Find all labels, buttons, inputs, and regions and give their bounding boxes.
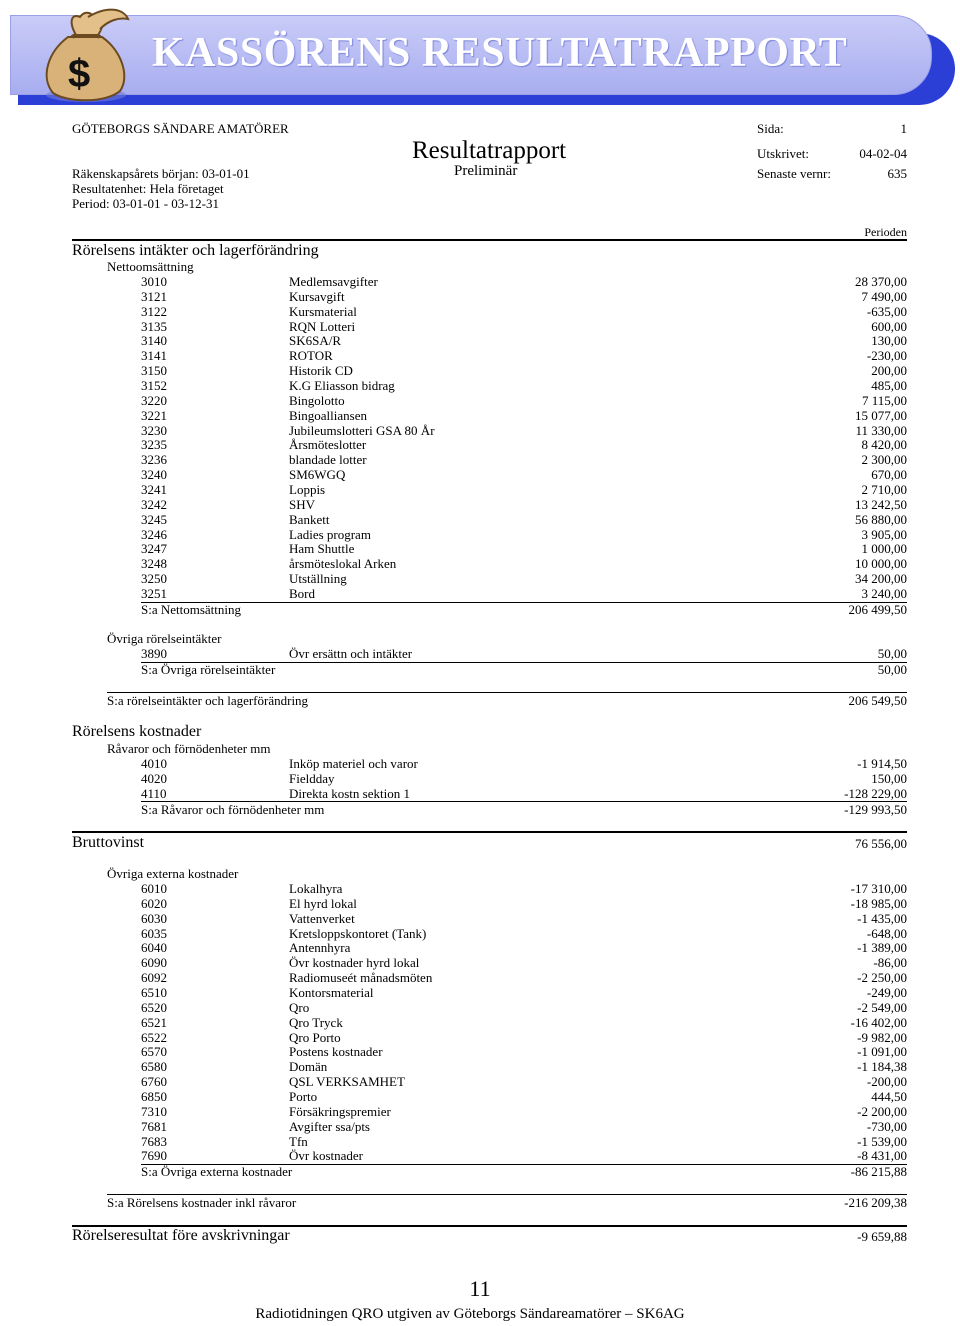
table-row [0,348,960,363]
account-number: 3240 [141,467,167,483]
account-amount: 3 905,00 [861,526,907,542]
account-number: 6760 [141,1074,167,1090]
account-number: 3152 [141,378,167,394]
group-raw-materials: Råvaror och förnödenheter mm [107,741,271,756]
table-row [0,393,960,408]
fiscal-year-start: Räkenskapsårets början: 03-01-01 [72,166,250,181]
table-row [0,319,960,334]
account-amount: -8 431,00 [857,1148,907,1164]
account-number: 6570 [141,1044,167,1060]
account-amount: 200,00 [871,363,907,379]
other-income-sum [0,662,960,677]
net-sales-sum-amount: 206 499,50 [848,602,907,617]
account-name: Loppis [289,482,326,498]
account-name: Antennhyra [289,940,351,956]
account-number: 4020 [141,770,167,786]
table-row [0,1089,960,1104]
account-number: 3245 [141,511,167,527]
external-costs-sum-label: S:a Övriga externa kostnader [141,1164,293,1179]
page-label: Sida: [757,121,784,136]
last-vernr-value: 635 [887,166,907,181]
account-name: Kursmaterial [289,303,357,319]
account-number: 3230 [141,422,167,438]
operating-costs-total [0,1195,960,1210]
account-number: 6522 [141,1029,167,1045]
table-row [0,437,960,452]
account-amount: 670,00 [871,467,907,483]
table-row [0,985,960,1000]
gross-profit-line [72,831,907,833]
account-name: SM6WGQ [289,467,346,483]
account-number: 3221 [141,407,167,423]
account-name: QSL VERKSAMHET [289,1074,405,1090]
account-amount: -16 402,00 [850,1014,907,1030]
account-name: Qro [289,999,310,1015]
account-amount: -1 389,00 [857,940,907,956]
group-net-sales: Nettoomsättning [107,259,194,274]
account-name: SHV [289,496,316,512]
page-number: 11 [469,1276,491,1301]
account-name: årsmöteslokal Arken [289,556,397,572]
bag-dollar-sign: $ [68,52,91,96]
money-bag-icon [28,7,138,107]
period-column-header: Perioden [864,225,907,239]
account-number: 3251 [141,586,167,602]
account-amount: 34 200,00 [855,571,907,587]
table-row [0,556,960,571]
group-other-income: Övriga rörelseintäkter [107,631,222,646]
account-number: 7681 [141,1118,167,1134]
account-name: Bankett [289,511,330,527]
banner-title: KASSÖRENS RESULTATRAPPORT [152,30,848,76]
table-row [0,970,960,985]
other-income-sum-label: S:a Övriga rörelseintäkter [141,662,276,677]
account-name: blandade lotter [289,452,367,468]
org-name: GÖTEBORGS SÄNDARE AMATÖRER [72,121,289,136]
account-amount: -249,00 [866,985,907,1001]
net-sales-sum-label: S:a Nettomsättning [141,602,242,617]
account-amount: 2 300,00 [861,452,907,468]
account-number: 3250 [141,571,167,587]
account-name: Jubileumslotteri GSA 80 År [289,422,435,438]
account-number: 3220 [141,392,167,408]
account-name: Årsmöteslotter [289,437,367,453]
table-row [0,786,960,801]
operating-income-total-label: S:a rörelseintäkter och lagerförändring [107,693,309,708]
printed-label: Utskrivet: [757,146,809,161]
section-operating-costs: Rörelsens kostnader [72,723,202,740]
account-amount: -2 200,00 [857,1103,907,1119]
account-name: Försäkringspremier [289,1103,391,1119]
account-name: Övr kostnader hyrd lokal [289,955,420,971]
gross-profit-label: Bruttovinst [72,834,145,851]
table-row [0,896,960,911]
account-amount: -648,00 [866,925,907,941]
table-row [0,911,960,926]
account-amount: -9 982,00 [857,1029,907,1045]
table-row [0,1119,960,1134]
account-name: Direkta kostn sektion 1 [289,785,410,801]
account-number: 6520 [141,999,167,1015]
operating-result-amount: -9 659,88 [857,1229,907,1244]
table-row [0,1134,960,1149]
account-number: 3241 [141,482,167,498]
table-row [0,541,960,556]
operating-costs-total-label: S:a Rörelsens kostnader inkl råvaror [107,1195,297,1210]
account-name: Övr kostnader [289,1148,364,1164]
account-number: 3248 [141,556,167,572]
table-row [0,408,960,423]
raw-materials-sum [0,802,960,817]
account-name: RQN Lotteri [289,318,356,334]
account-number: 6521 [141,1014,167,1030]
account-number: 6580 [141,1059,167,1075]
table-row [0,1074,960,1089]
table-row [0,527,960,542]
table-row [0,756,960,771]
account-name: Historik CD [289,363,353,379]
result-unit: Resultatenhet: Hela företaget [72,181,224,196]
account-number: 3141 [141,348,167,364]
table-row [0,571,960,586]
operating-income-total-amount: 206 549,50 [848,693,907,708]
account-name: Domän [289,1059,328,1075]
account-amount: -1 539,00 [857,1133,907,1149]
account-amount: 600,00 [871,318,907,334]
account-amount: -230,00 [866,348,907,364]
account-number: 3135 [141,318,167,334]
report-period: Period: 03-01-01 - 03-12-31 [72,196,219,211]
account-number: 6040 [141,940,167,956]
account-amount: 13 242,50 [855,496,907,512]
last-vernr-label: Senaste vernr: [757,166,832,181]
account-number: 6035 [141,925,167,941]
table-row [0,881,960,896]
table-row [0,1000,960,1015]
account-name: K.G Eliasson bidrag [289,378,395,394]
table-row [0,940,960,955]
account-name: Kontorsmaterial [289,985,374,1001]
account-number: 4110 [141,785,167,801]
table-row [0,333,960,348]
account-name: SK6SA/R [289,333,342,349]
table-row [0,926,960,941]
account-name: Postens kostnader [289,1044,383,1060]
table-row [0,378,960,393]
account-amount: -635,00 [866,303,907,319]
account-amount: 10 000,00 [855,556,907,572]
account-amount: 8 420,00 [861,437,907,453]
account-number: 3236 [141,452,167,468]
account-name: Qro Porto [289,1029,341,1045]
table-row [0,497,960,512]
account-amount: 7 115,00 [861,392,907,408]
account-name: Bingoalliansen [289,407,367,423]
table-row [0,1015,960,1030]
account-amount: 28 370,00 [855,274,907,289]
other-income-sum-amount: 50,00 [877,662,907,677]
printed-date: 04-02-04 [859,146,907,161]
account-number: 3122 [141,303,167,319]
account-number: 3890 [141,646,167,661]
table-row [0,304,960,319]
account-amount: 444,50 [871,1089,907,1105]
account-number: 6090 [141,955,167,971]
account-amount: -1 091,00 [857,1044,907,1060]
account-amount: 11 330,00 [855,422,907,438]
table-row [0,482,960,497]
account-name: El hyrd lokal [289,895,357,911]
account-number: 6030 [141,910,167,926]
account-name: Porto [289,1089,318,1105]
raw-materials-sum-label: S:a Råvaror och förnödenheter mm [141,802,325,817]
account-number: 6020 [141,895,167,911]
account-amount: -86,00 [873,955,907,971]
table-row [0,289,960,304]
account-name: Inköp materiel och varor [289,756,418,771]
account-amount: -200,00 [866,1074,907,1090]
report-banner [10,15,955,107]
operating-result-label: Rörelseresultat före avskrivningar [72,1227,290,1244]
account-amount: -1 184,38 [857,1059,907,1075]
account-name: Bord [289,586,315,602]
account-name: ROTOR [289,348,333,364]
account-name: Medlemsavgifter [289,274,378,289]
table-row [0,363,960,378]
account-name: Kretsloppskontoret (Tank) [289,925,427,941]
account-number: 3010 [141,274,167,289]
account-number: 3150 [141,363,167,379]
net-sales-sum [0,602,960,617]
external-costs-sum-amount: -86 215,88 [850,1164,907,1179]
table-row [0,274,960,289]
account-number: 3121 [141,288,167,304]
account-amount: 150,00 [871,770,907,786]
footer-text: Radiotidningen QRO utgiven av Göteborgs Sändareamatörer – SK6AG [255,1306,685,1322]
account-name: Qro Tryck [289,1014,343,1030]
account-name: Bingolotto [289,392,345,408]
account-number: 7683 [141,1133,167,1149]
account-number: 7310 [141,1103,167,1119]
account-name: Lokalhyra [289,881,343,896]
account-amount: 7 490,00 [861,288,907,304]
account-amount: -2 549,00 [857,999,907,1015]
table-row [0,512,960,527]
account-name: Övr ersättn och intäkter [289,646,413,661]
account-amount: 50,00 [877,646,907,661]
table-row [0,1104,960,1119]
table-row [0,467,960,482]
header-divider [72,239,907,241]
account-number: 6092 [141,970,167,986]
table-row [0,1059,960,1074]
account-name: Ham Shuttle [289,541,355,557]
table-row [0,1044,960,1059]
account-amount: -18 985,00 [850,895,907,911]
account-name: Ladies program [289,526,371,542]
group-external-costs: Övriga externa kostnader [107,866,239,881]
raw-materials-sum-amount: -129 993,50 [844,802,907,817]
table-row [0,452,960,467]
table-row [0,771,960,786]
account-number: 6010 [141,881,167,896]
account-amount: 3 240,00 [861,586,907,602]
account-number: 6510 [141,985,167,1001]
operating-costs-total-amount: -216 209,38 [844,1195,907,1210]
operating-income-total [0,693,960,708]
account-name: Vattenverket [289,910,355,926]
account-name: Radiomuseét månadsmöten [289,970,433,986]
section-operating-income: Rörelsens intäkter och lagerförändring [72,242,319,259]
account-amount: -128 229,00 [844,785,907,801]
account-amount: 485,00 [871,378,907,394]
account-amount: -17 310,00 [850,881,907,896]
table-row [0,586,960,601]
account-amount: -2 250,00 [857,970,907,986]
account-number: 7690 [141,1148,167,1164]
account-amount: -1 435,00 [857,910,907,926]
report-status: Preliminär [454,163,518,179]
account-name: Utställning [289,571,347,587]
table-row [0,1148,960,1163]
account-name: Avgifter ssa/pts [289,1118,370,1134]
account-name: Fieldday [289,770,335,786]
account-amount: 130,00 [871,333,907,349]
account-amount: 2 710,00 [861,482,907,498]
account-number: 4010 [141,756,167,771]
account-number: 3242 [141,496,167,512]
account-number: 3246 [141,526,167,542]
external-costs-sum [0,1164,960,1179]
account-name: Tfn [289,1133,308,1149]
account-amount: 1 000,00 [861,541,907,557]
account-number: 3247 [141,541,167,557]
account-amount: -1 914,50 [857,756,907,771]
account-number: 3235 [141,437,167,453]
table-row [0,646,960,661]
account-number: 6850 [141,1089,167,1105]
page-value: 1 [900,121,907,136]
account-number: 3140 [141,333,167,349]
account-name: Kursavgift [289,288,345,304]
account-amount: 56 880,00 [855,511,907,527]
table-row [0,1030,960,1045]
report-title: Resultatrapport [412,137,567,164]
table-row [0,423,960,438]
account-amount: -730,00 [866,1118,907,1134]
gross-profit-amount: 76 556,00 [855,836,907,851]
table-row [0,955,960,970]
account-amount: 15 077,00 [855,407,907,423]
